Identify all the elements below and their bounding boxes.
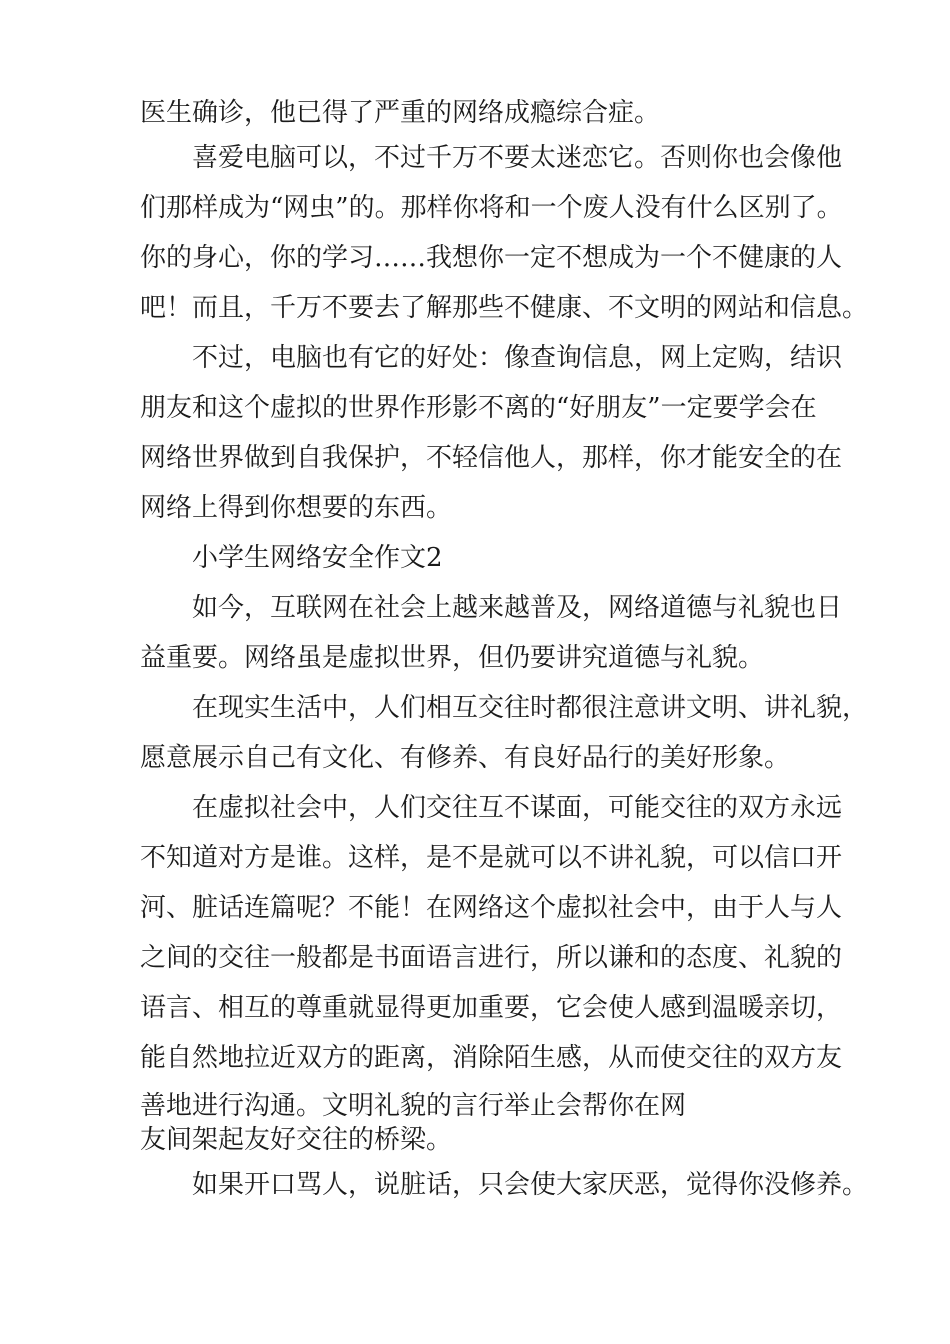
text-line: 朋友和这个虚拟的世界作形影不离的“好朋友”一定要学会在 [140,393,817,423]
text-line: 之间的交往一般都是书面语言进行，所以谦和的态度、礼貌的 [140,943,843,973]
section-title: 小学生网络安全作文2 [192,543,443,573]
paragraph-start-line: 不过，电脑也有它的好处：像查询信息，网上定购，结识 [192,343,843,373]
text-line: 吧！而且，千万不要去了解那些不健康、不文明的网站和信息。 [140,293,869,323]
text-line: 河、脏话连篇呢？不能！在网络这个虚拟社会中，由于人与人 [140,893,843,923]
text-line: 网络世界做到自我保护，不轻信他人，那样，你才能安全的在 [140,443,843,473]
text-line: 愿意展示自己有文化、有修养、有良好品行的美好形象。 [140,743,791,773]
text-line: 们那样成为“网虫”的。那样你将和一个废人没有什么区别了。 [140,193,843,223]
text-line: 友间架起友好交往的桥梁。 [140,1125,453,1155]
text-line: 益重要。网络虽是虚拟世界，但仍要讲究道德与礼貌。 [140,643,765,673]
text-line: 不知道对方是谁。这样，是不是就可以不讲礼貌，可以信口开 [140,843,843,873]
text-line: 网络上得到你想要的东西。 [140,493,453,523]
text-line: 能自然地拉近双方的距离，消除陌生感，从而使交往的双方友 [140,1043,843,1073]
text-line: 语言、相互的尊重就显得更加重要，它会使人感到温暖亲切， [140,993,843,1023]
text-line: 医生确诊，他已得了严重的网络成瘾综合症。 [140,98,661,128]
paragraph-start-line: 喜爱电脑可以，不过千万不要太迷恋它。否则你也会像他 [192,143,843,173]
text-line: 善地进行沟通。文明礼貌的言行举止会帮你在网 [140,1091,687,1121]
text-line: 你的身心，你的学习……我想你一定不想成为一个不健康的人 [140,243,843,273]
paragraph-start-line: 在虚拟社会中，人们交往互不谋面，可能交往的双方永远 [192,793,843,823]
paragraph-start-line: 如今，互联网在社会上越来越普及，网络道德与礼貌也日 [192,593,843,623]
paragraph-start-line: 如果开口骂人，说脏话，只会使大家厌恶，觉得你没修养。 [192,1170,869,1200]
paragraph-start-line: 在现实生活中，人们相互交往时都很注意讲文明、讲礼貌， [192,693,869,723]
